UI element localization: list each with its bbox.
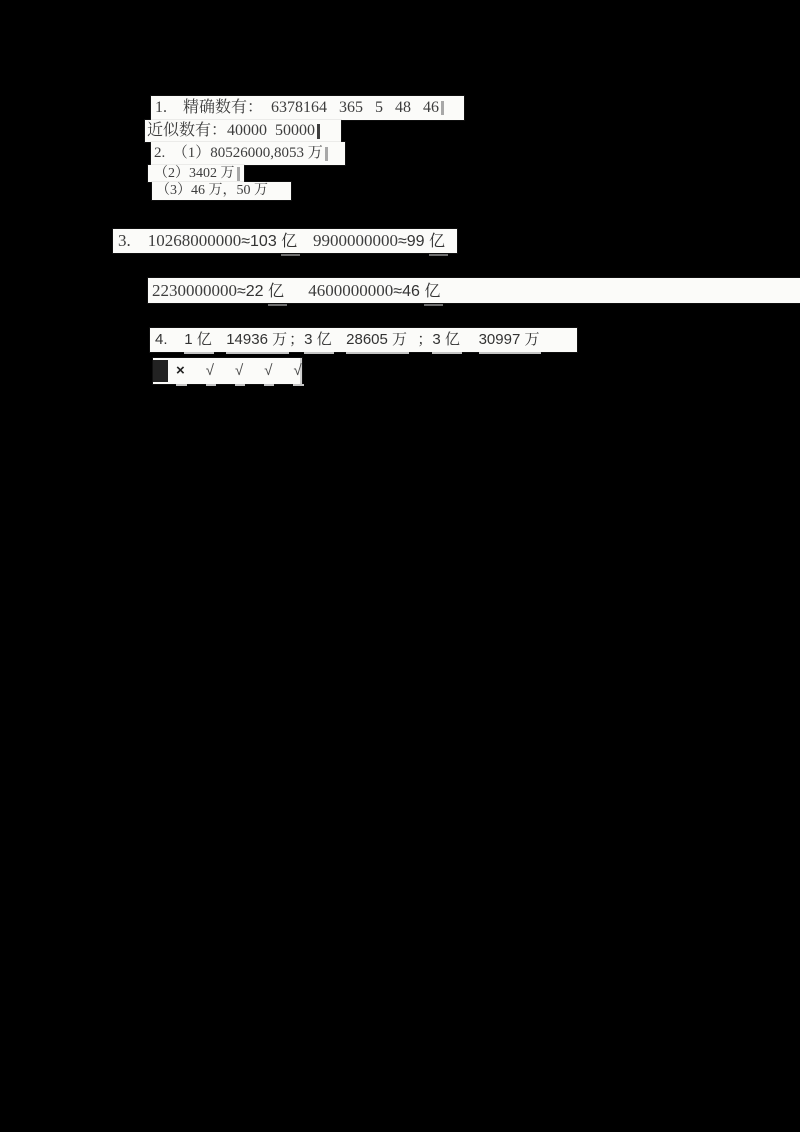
scan-cursor-artifact [325,147,328,161]
text-segment: 10268000000 [147,231,242,250]
text-segment: 4600000000 [308,281,394,300]
answer-line-q2-part1 [151,142,345,165]
text-segment: 亿 [424,279,443,306]
answer-line-q3-row1 [113,229,457,253]
text-segment: ； [409,331,433,348]
checkmark-glyph: √ [293,358,303,386]
text-segment: 3 亿 [304,328,334,354]
scan-cursor-artifact [441,101,444,115]
text-segment [287,278,308,303]
text-segment [462,328,479,352]
text-segment: 亿 [281,230,300,256]
text-segment: ≈46 [393,283,425,300]
answer-line-q1-approximate-numbers [145,120,341,142]
answer-line-q2-part3 [152,182,291,200]
scan-cursor-artifact [317,124,320,139]
text-segment: 3. [118,231,148,250]
text-segment [214,328,227,352]
black-square-marker [153,360,168,382]
answer-line-q5-judgement-marks [153,358,302,384]
text-segment: 亿 [429,230,448,256]
text-segment: 亿 [268,279,287,306]
text-segment: 4. [155,331,185,348]
answer-line-q3-row2 [148,278,800,303]
text-segment: 14936 万 [226,328,289,354]
text-segment: 2230000000 [152,281,237,300]
text-segment: 1 亿 [184,328,214,354]
text-segment: ≈99 [397,233,429,250]
text-segment: 9900000000 [312,231,398,250]
text-segment [300,229,313,253]
cross-glyph: × [176,358,187,386]
text-segment: ≈22 [237,283,269,300]
answer-line-q1-exact-numbers [151,96,464,120]
checkmark-glyph: √ [264,358,274,386]
checkmark-glyph: √ [235,358,245,386]
text-segment: 28605 万 [346,328,409,354]
answer-line-q2-part2 [148,165,244,182]
text-segment: 1. 精确数有： 6378164 365 5 48 46 [155,99,440,116]
text-segment: （2）3402 万 [154,166,235,181]
checkmark-glyph: √ [206,358,216,386]
answer-line-q4 [150,328,577,352]
scan-cursor-artifact [237,167,240,181]
text-segment: 3 亿 [432,328,462,354]
text-segment: 2. （1）80526000,8053 万 [154,145,323,161]
text-segment: ； [289,331,305,348]
text-segment: ≈103 [241,233,282,250]
text-segment: （3）46 万，50 万 [156,183,268,198]
text-segment [334,328,347,352]
text-segment: 30997 万 [479,328,542,354]
text-segment: 近似数有：40000 50000 [147,122,316,139]
